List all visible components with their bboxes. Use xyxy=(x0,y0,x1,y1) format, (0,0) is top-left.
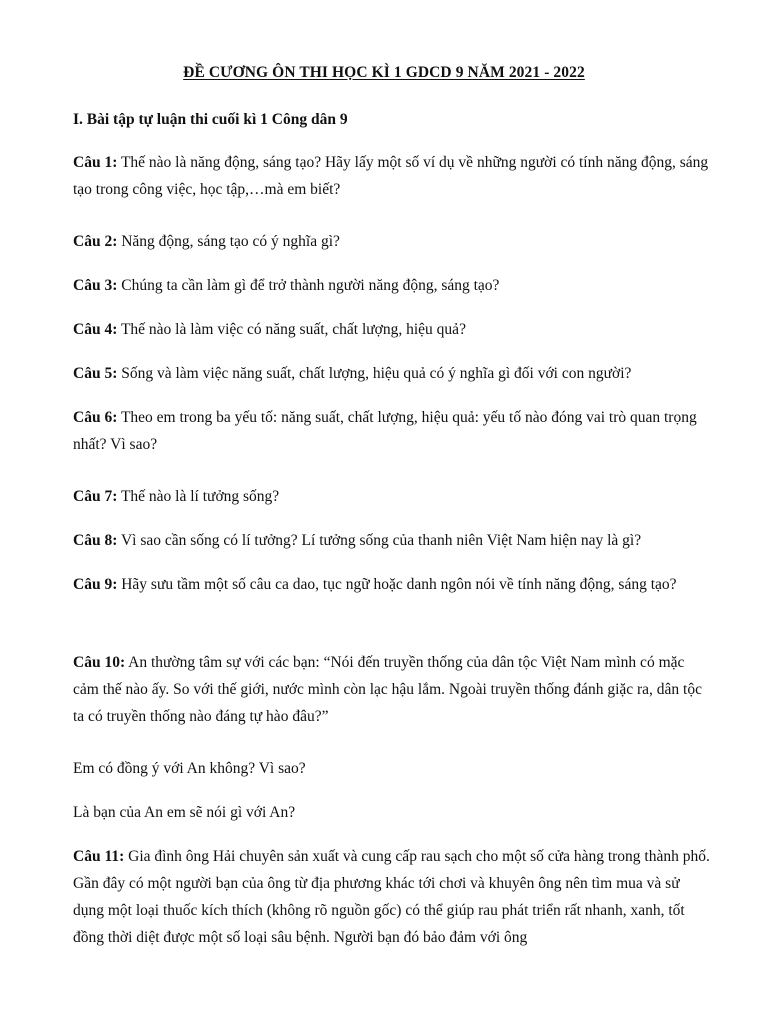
sub-question-1: Em có đồng ý với An không? Vì sao? xyxy=(73,760,306,777)
question-label: Câu 6: xyxy=(73,409,118,426)
question-1 xyxy=(73,149,713,203)
question-3 xyxy=(73,272,713,299)
question-10 xyxy=(73,649,713,730)
question-label: Câu 11: xyxy=(73,848,125,865)
question-text: Năng động, sáng tạo có ý nghĩa gì? xyxy=(117,233,340,250)
question-label: Câu 3: xyxy=(73,277,118,294)
question-label: Câu 5: xyxy=(73,365,118,382)
question-2 xyxy=(73,228,713,255)
question-label: Câu 9: xyxy=(73,576,118,593)
question-label: Câu 4: xyxy=(73,321,118,338)
question-8 xyxy=(73,527,713,554)
question-label: Câu 10: xyxy=(73,654,126,671)
section-heading: I. Bài tập tự luận thi cuối kì 1 Công dân 9 xyxy=(73,111,348,128)
question-text: Thế nào là năng động, sáng tạo? Hãy lấy một số ví dụ về những người có tính năng động, sáng tạo trong công việc, học tập,…mà em biết? xyxy=(73,154,709,198)
question-text: An thường tâm sự với các bạn: “Nói đến truyền thống của dân tộc Việt Nam mình có mặc cảm thế nào ấy. So với thế giới, nước mình còn lạc hậu lắm. Ngoài truyền thống đánh giặc ra, dân tộc ta có truyền thống nào đáng tự hào đâu?” xyxy=(73,654,702,725)
question-label: Câu 2: xyxy=(73,233,118,250)
question-label: Câu 7: xyxy=(73,488,118,505)
document-title: ĐỀ CƯƠNG ÔN THI HỌC KÌ 1 GDCD 9 NĂM 2021 - 2022 xyxy=(183,64,585,81)
question-text: Vì sao cần sống có lí tưởng? Lí tưởng sống của thanh niên Việt Nam hiện nay là gì? xyxy=(117,532,642,549)
question-11 xyxy=(73,843,713,951)
question-text: Thế nào là lí tưởng sống? xyxy=(117,488,280,505)
question-text: Thế nào là làm việc có năng suất, chất lượng, hiệu quả? xyxy=(117,321,466,338)
question-6 xyxy=(73,404,713,458)
question-9 xyxy=(73,571,713,598)
question-text: Chúng ta cần làm gì để trở thành người năng động, sáng tạo? xyxy=(117,277,500,294)
question-text: Gia đình ông Hải chuyên sản xuất và cung cấp rau sạch cho một số cửa hàng trong thành phố. Gần đây có một người bạn của ông từ địa phương khác tới chơi và khuyên ông nên tìm mua và sử dụng một loại thuốc kích thích (không rõ nguồn gốc) có thể giúp rau phát triển rất nhanh, xanh, tốt đồng thời diệt được một số loại sâu bệnh. Người bạn đó bảo đảm với ông xyxy=(73,848,710,946)
question-text: Sống và làm việc năng suất, chất lượng, hiệu quả có ý nghĩa gì đối với con người? xyxy=(117,365,632,382)
question-7 xyxy=(73,483,713,510)
question-label: Câu 1: xyxy=(73,154,118,171)
sub-question-2: Là bạn của An em sẽ nói gì với An? xyxy=(73,804,296,821)
question-5 xyxy=(73,360,713,387)
question-text: Hãy sưu tầm một số câu ca dao, tục ngữ hoặc danh ngôn nói về tính năng động, sáng tạo? xyxy=(117,576,677,593)
question-4 xyxy=(73,316,713,343)
question-label: Câu 8: xyxy=(73,532,118,549)
question-text: Theo em trong ba yếu tố: năng suất, chất lượng, hiệu quả: yếu tố nào đóng vai trò quan trọng nhất? Vì sao? xyxy=(73,409,697,453)
